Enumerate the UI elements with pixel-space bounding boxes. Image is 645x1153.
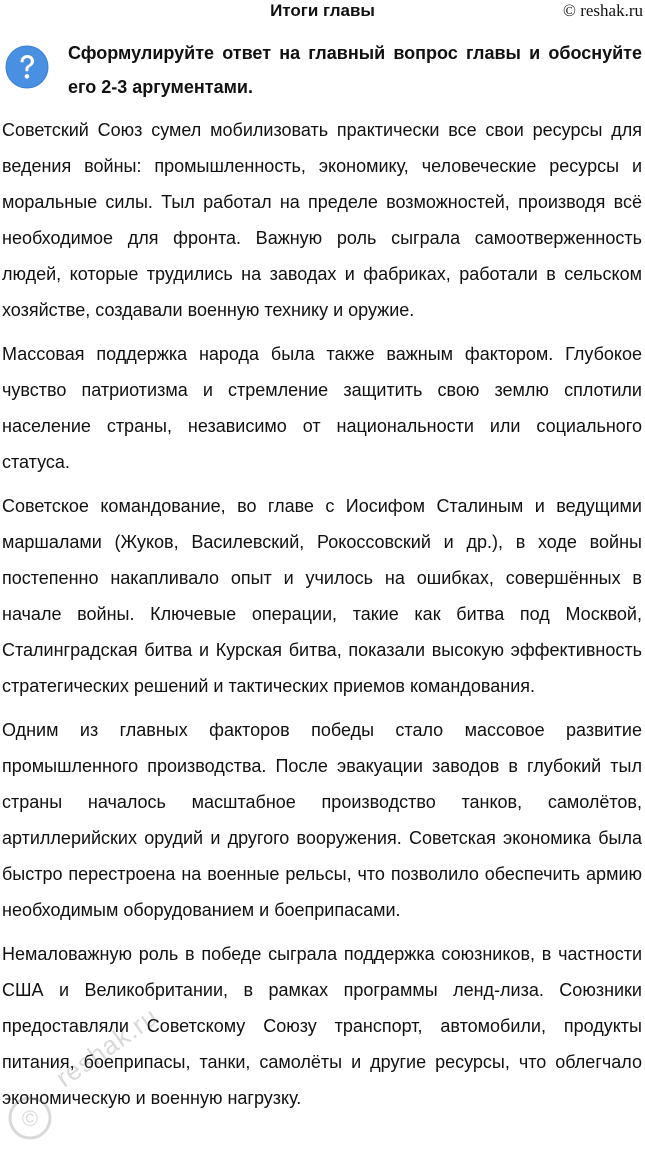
chapter-title: Итоги главы [270, 1, 375, 20]
answer-paragraph-2: Массовая поддержка народа была также важным фактором. Глубокое чувство патриотизма и стремление защитить свою землю сплотили население страны, независимо от национальности или социального статуса. [2, 344, 642, 472]
page-header [0, 0, 645, 26]
answer-paragraph-4: Одним из главных факторов победы стало массовое развитие промышленного производства. После эвакуации заводов в глубокий тыл страны началось масштабное производство танков, самолётов, артиллерийских орудий и другого вооружения. Советская экономика была быстро перестроена на военные рельсы, что позволило обеспечить армию необходимым оборудованием и боеприпасами. [2, 720, 642, 920]
answer-paragraph-1: Советский Союз сумел мобилизовать практически все свои ресурсы для ведения войны: промышленность, экономику, человеческие ресурсы и моральные силы. Тыл работал на пределе возможностей, производя всё необходимое для фронта. Важную роль сыграла самоотверженность людей, которые трудились на заводах и фабриках, работали в сельском хозяйстве, создавали военную технику и оружие. [2, 120, 642, 320]
answer-content [2, 112, 642, 1124]
question-text: Сформулируйте ответ на главный вопрос главы и обоснуйте его 2-3 аргументами. [68, 43, 642, 97]
site-watermark: © reshak.ru [563, 1, 643, 20]
question-block [0, 30, 645, 105]
answer-paragraph-5: Немаловажную роль в победе сыграла поддержка союзников, в частности США и Великобритании, в рамках программы ленд-лиза. Союзники предоставляли Советскому Союзу транспорт, автомобили, продукты питания, боеприпасы, танки, самолёты и другие ресурсы, что облегчало экономическую и военную нагрузку. [2, 944, 642, 1108]
question-mark-icon [5, 45, 49, 89]
svg-text:©: © [21, 1106, 39, 1131]
answer-paragraph-3: Советское командование, во главе с Иосифом Сталиным и ведущими маршалами (Жуков, Василевский, Рокоссовский и др.), в ходе войны постепенно накапливало опыт и училось на ошибках, совершённых в начале войны. Ключевые операции, такие как битва под Москвой, Сталинградская битва и Курская битва, показали высокую эффективность стратегических решений и тактических приемов командования. [2, 496, 642, 696]
svg-text:reshak.ru: reshak.ru [50, 1001, 164, 1093]
